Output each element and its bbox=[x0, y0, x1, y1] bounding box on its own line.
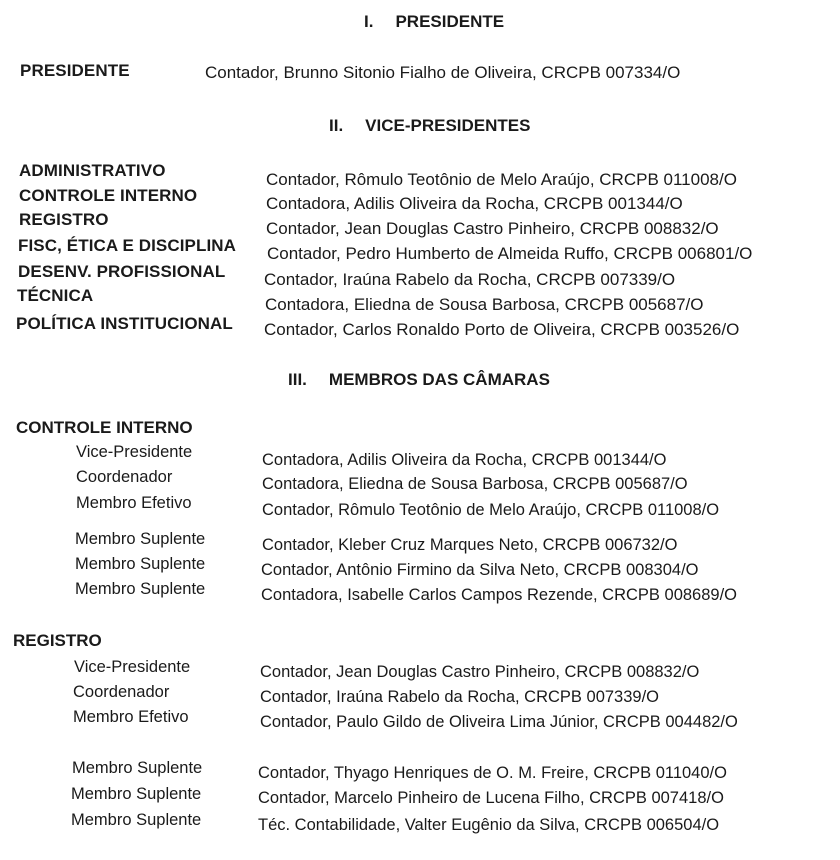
camara-member-row bbox=[0, 530, 840, 552]
vice-presidente-row bbox=[0, 210, 840, 238]
member-role: Membro Suplente bbox=[71, 811, 202, 829]
member-role: Membro Efetivo bbox=[73, 708, 189, 726]
camara-member-row bbox=[0, 580, 840, 602]
member-role: Coordenador bbox=[76, 468, 173, 486]
member-role: Membro Efetivo bbox=[76, 494, 192, 512]
member-role: Membro Suplente bbox=[72, 759, 203, 777]
member-value: Contador, Thyago Henriques de O. M. Freire, CRCPB 011040/O bbox=[258, 764, 727, 782]
camara-member-row bbox=[0, 468, 840, 493]
vice-presidente-row bbox=[0, 286, 840, 314]
vice-presidente-row bbox=[0, 236, 840, 263]
member-role: Membro Suplente bbox=[71, 785, 202, 803]
vice-presidente-row bbox=[0, 262, 840, 289]
camara-member-row bbox=[0, 708, 840, 730]
section-numeral: II. bbox=[329, 116, 344, 135]
camara-member-row bbox=[0, 759, 840, 781]
member-role: Membro Suplente bbox=[75, 530, 206, 548]
vice-presidente-label: TÉCNICA bbox=[17, 286, 94, 305]
camara-title-controle-interno: CONTROLE INTERNO bbox=[16, 418, 193, 437]
vice-presidente-value: Contador, Pedro Humberto de Almeida Ruffo, CRCPB 006801/O bbox=[267, 244, 753, 263]
vice-presidente-value: Contadora, Eliedna de Sousa Barbosa, CRCPB 005687/O bbox=[265, 295, 704, 314]
member-value: Contador, Rômulo Teotônio de Melo Araújo, CRCPB 011008/O bbox=[262, 501, 720, 519]
member-role: Vice-Presidente bbox=[74, 658, 191, 676]
section-title: PRESIDENTE bbox=[395, 12, 505, 31]
camara-member-row bbox=[0, 494, 840, 519]
member-value: Contador, Iraúna Rabelo da Rocha, CRCPB 007339/O bbox=[260, 688, 659, 706]
section-numeral: I. bbox=[364, 12, 374, 31]
member-value: Téc. Contabilidade, Valter Eugênio da Silva, CRCPB 006504/O bbox=[258, 816, 720, 834]
member-role: Vice-Presidente bbox=[76, 443, 193, 461]
member-value: Contador, Marcelo Pinheiro de Lucena Filho, CRCPB 007418/O bbox=[258, 789, 724, 807]
vice-presidente-label: CONTROLE INTERNO bbox=[19, 186, 198, 205]
member-value: Contadora, Isabelle Carlos Campos Rezende, CRCPB 008689/O bbox=[261, 586, 738, 604]
vice-presidente-value: Contadora, Adilis Oliveira da Rocha, CRCPB 001344/O bbox=[266, 194, 683, 213]
camara-member-row bbox=[0, 683, 840, 705]
member-value: Contador, Paulo Gildo de Oliveira Lima Júnior, CRCPB 004482/O bbox=[260, 713, 738, 731]
section-numeral: III. bbox=[288, 370, 307, 389]
camara-member-row bbox=[0, 555, 840, 577]
section-title: MEMBROS DAS CÂMARAS bbox=[328, 370, 550, 389]
member-role: Membro Suplente bbox=[75, 580, 206, 598]
vice-presidente-label: POLÍTICA INSTITUCIONAL bbox=[16, 314, 233, 333]
vice-presidente-value: Contador, Iraúna Rabelo da Rocha, CRCPB 007339/O bbox=[264, 270, 676, 289]
vice-presidente-label: ADMINISTRATIVO bbox=[19, 161, 166, 180]
member-value: Contador, Antônio Firmino da Silva Neto, CRCPB 008304/O bbox=[261, 561, 699, 579]
camara-title-registro: REGISTRO bbox=[13, 631, 102, 650]
vice-presidente-value: Contador, Rômulo Teotônio de Melo Araújo, CRCPB 011008/O bbox=[266, 170, 737, 189]
vice-presidente-row bbox=[0, 161, 840, 189]
member-role: Membro Suplente bbox=[75, 555, 206, 573]
member-role: Coordenador bbox=[73, 683, 170, 701]
vice-presidente-value: Contador, Carlos Ronaldo Porto de Oliveira, CRCPB 003526/O bbox=[264, 320, 740, 339]
member-value: Contadora, Adilis Oliveira da Rocha, CRCPB 001344/O bbox=[262, 451, 667, 469]
member-value: Contador, Jean Douglas Castro Pinheiro, CRCPB 008832/O bbox=[260, 663, 700, 681]
vice-presidente-row bbox=[0, 314, 840, 339]
vice-presidente-label: FISC, ÉTICA E DISCIPLINA bbox=[18, 236, 237, 255]
vice-presidente-label: DESENV. PROFISSIONAL bbox=[18, 262, 226, 281]
vice-presidente-row bbox=[0, 186, 840, 213]
section-heading-presidente bbox=[364, 12, 504, 32]
section-heading-vice-presidentes bbox=[329, 116, 530, 136]
presidente-label: PRESIDENTE bbox=[20, 61, 130, 80]
member-value: Contador, Kleber Cruz Marques Neto, CRCPB 006732/O bbox=[262, 536, 678, 554]
member-value: Contadora, Eliedna de Sousa Barbosa, CRCPB 005687/O bbox=[262, 475, 688, 493]
camara-member-row bbox=[0, 658, 840, 680]
section-heading-membros-camaras bbox=[288, 370, 550, 390]
vice-presidente-value: Contador, Jean Douglas Castro Pinheiro, CRCPB 008832/O bbox=[266, 219, 719, 238]
vice-presidente-label: REGISTRO bbox=[19, 210, 109, 229]
presidente-row bbox=[0, 61, 840, 83]
camara-member-row bbox=[0, 443, 840, 469]
presidente-value: Contador, Brunno Sitonio Fialho de Oliveira, CRCPB 007334/O bbox=[205, 63, 681, 82]
camara-member-row bbox=[0, 785, 840, 807]
section-title: VICE-PRESIDENTES bbox=[365, 116, 531, 135]
camara-member-row bbox=[0, 811, 840, 833]
